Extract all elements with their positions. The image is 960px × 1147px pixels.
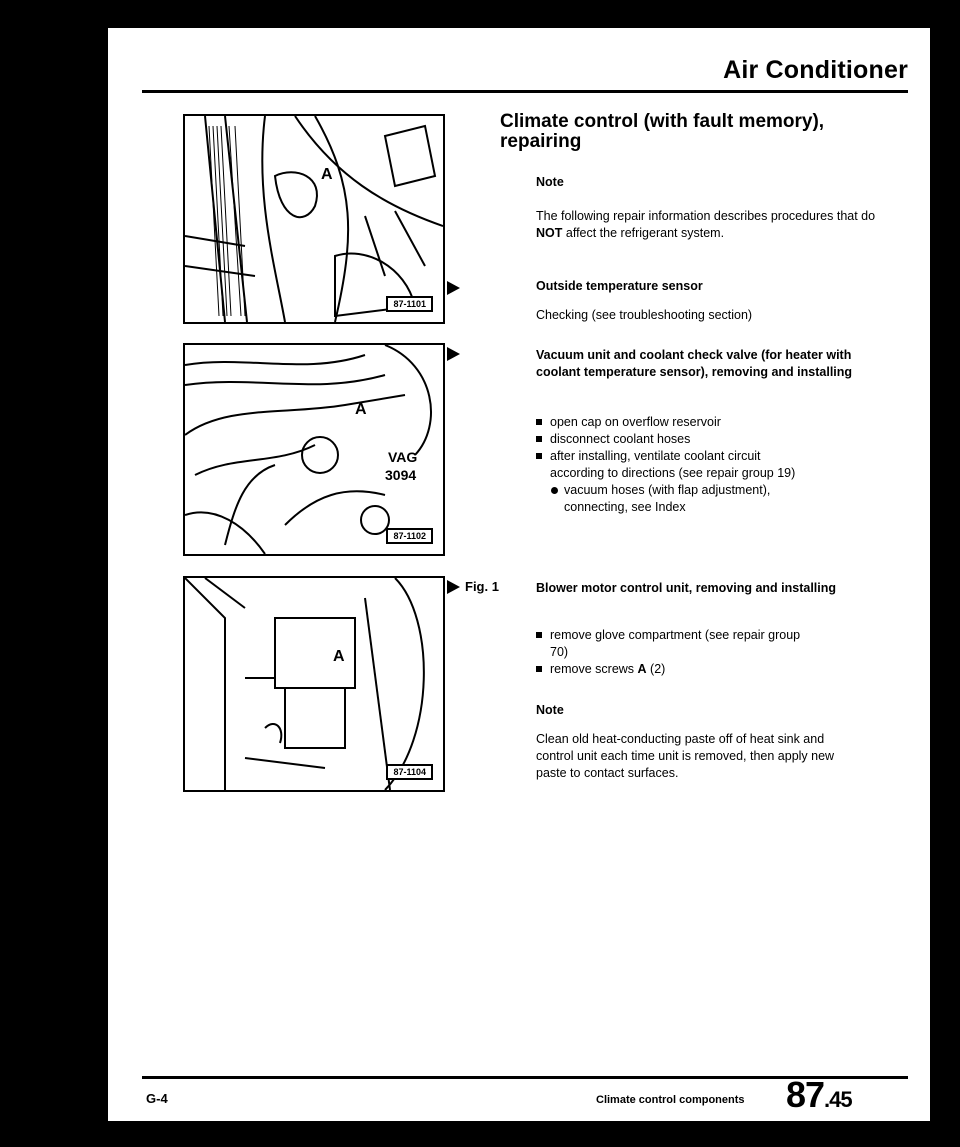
blower-heading: Blower motor control unit, removing and installing [536,581,837,595]
list-item-part: (2) [646,662,666,676]
list-item-part: remove screws [550,662,638,676]
note-heading: Note [536,703,564,717]
blower-unit-illustration [185,578,443,790]
callout-a: A [333,648,345,665]
list-item [536,661,876,678]
header-rule [142,90,908,93]
list-item: after installing, ventilate coolant circuit according to directions (see repair group 19) [536,448,800,482]
list-item: disconnect coolant hoses [536,431,876,448]
figure-number: 87-1101 [386,296,433,312]
footer-code: G-4 [146,1091,168,1106]
tool-label-vag: VAG [388,449,418,465]
figure-outside-temp-sensor [183,114,445,324]
sensor-text: Checking (see troubleshooting section) [536,308,753,322]
figure-number: 87-1102 [386,528,433,544]
list-item: remove glove compartment (see repair group 70) [536,627,820,661]
page-number [786,1074,852,1116]
list-item: open cap on overflow reservoir [536,414,876,431]
note-text-part: affect the refrigerant system. [562,226,725,240]
note-text [536,208,876,242]
blower-steps [536,627,876,678]
engine-bay-illustration [185,116,443,322]
page-number-suffix: .45 [824,1087,852,1112]
list-item-emphasis: A [637,662,647,676]
callout-a: A [321,166,333,183]
tool-label-number: 3094 [385,467,417,483]
vacuum-heading: Vacuum unit and coolant check valve (for heater with coolant temperature sensor), removing and installing [536,348,853,379]
list-subitem: vacuum hoses (with flap adjustment), connecting, see Index [550,482,824,516]
note-text: Clean old heat-conducting paste off of heat sink and control unit each time unit is removed, then apply new paste to contact surfaces. [536,732,835,780]
figure-number: 87-1104 [386,764,433,780]
callout-a: A [355,401,367,418]
note-heading: Note [536,175,564,189]
figure-blower-control-unit [183,576,445,792]
note-text-emphasis: NOT [536,226,563,240]
figure-reference: Fig. 1 [465,579,499,594]
page-title: Climate control (with fault memory), repairing [500,111,825,152]
page-number-main: 87 [786,1074,825,1115]
arrow-icon [447,580,460,594]
figure-vacuum-unit [183,343,445,556]
section-title: Air Conditioner [723,56,908,84]
note-text-part: The following repair information describes procedures that do [536,209,876,223]
manual-page [108,28,930,1121]
arrow-icon [447,281,460,295]
vacuum-steps [536,414,876,516]
footer-caption: Climate control components [596,1094,745,1106]
arrow-icon [447,347,460,361]
sensor-heading: Outside temperature sensor [536,279,703,293]
